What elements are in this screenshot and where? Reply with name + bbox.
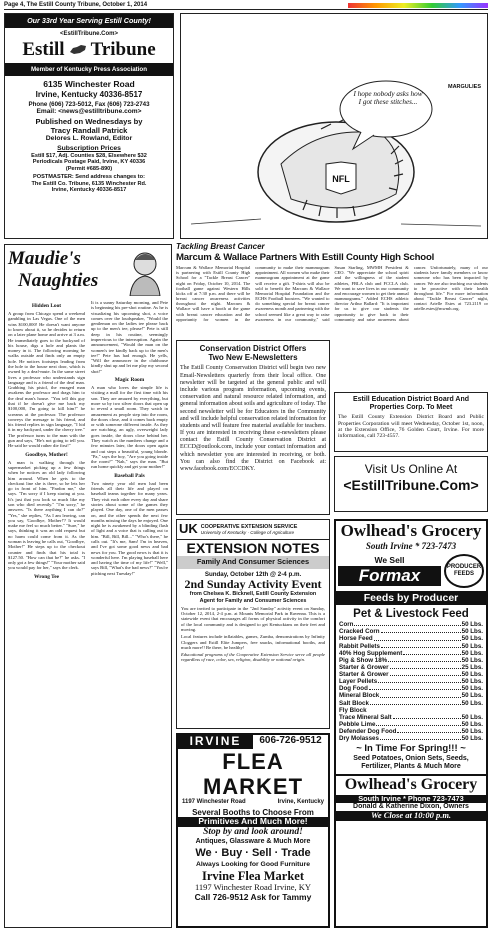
masthead-info bbox=[5, 80, 173, 193]
list-item: Horse Feed 50 Lbs. bbox=[339, 635, 483, 643]
list-item: Defender Dog Food 50 Lbs. bbox=[339, 728, 483, 736]
education-body: The Estill County Extension District Board and Public Properties Corporation will meet Wednesday, October 1st, noon, at the Extension Office, 76 Golden Court, Irvine. For more information, call 723-4557. bbox=[338, 414, 484, 440]
periodicals: Periodicals Postage Paid, Irvine, KY 40336 bbox=[32, 159, 146, 166]
page-header-text: Page 4, The Estill County Tribune, October 1, 2014 bbox=[4, 2, 148, 8]
flea-title: FLEA MARKET bbox=[202, 748, 304, 800]
postmaster-2: The Estill Co. Tribune, 6135 Winchester Rd. bbox=[31, 180, 147, 187]
flea-phone: 606-726-9512 bbox=[253, 735, 328, 749]
subscription-prices: Estill $17, Adj. Counties $28, Elsewhere $32 bbox=[31, 152, 147, 159]
list-item: Fly Block bbox=[339, 706, 367, 714]
visit-line-1: Visit Us Online At bbox=[364, 462, 458, 476]
list-item: Corn 50 Lbs. bbox=[339, 621, 483, 629]
story-body: A group from Chicago spend a weekend gambling in Las Vegas. One of the men wins $100,000! He doesn't want anyone to know about it, so he decides to return on a later plane home and arrive at 3 a.m. He immediately goes to the backyard of his house, digs a hole and plants the money in it. The following morning he walks outside and finds only an empty hole. He notices footsteps leading from the hole to the house next door, which is owned by a deaf-mute. In the same street lives a professor who understands sign language and is a friend of the deaf man. Grabbing his pistol, the enraged man awakens the professor and drags him to the deaf man's house. "You tell this guy that if he doesn't give me back my $100,000, I'm going to kill him!" he screams at the professor. The professor conveys the message to his friend, and his friend replies in sign language, "I hid it in my backyard, under the cherry tree." The professor turns to the man with the gun and says, "He's not going to tell you. He said he would rather die first!" bbox=[8, 311, 85, 449]
education-headline: Estill Education District Board And Properties Corp. To Meet bbox=[352, 396, 470, 412]
permit: (Permit #685-890) bbox=[65, 165, 113, 172]
flea-top: IRVINE bbox=[189, 734, 242, 748]
masthead-site: <EstillTribune.Com> bbox=[59, 31, 118, 38]
cartoon bbox=[180, 13, 488, 239]
list-item: Pig & Show 18% 50 Lbs. bbox=[339, 656, 483, 664]
extension-body-1: You are invited to participate in the "2nd Sunday" activity event on Sunday, October 12, 2014, 2-4 p.m. at Mounts Memorial Park in Ravenna. This is a statewide event that encourages all forms of physical activity in the comfort of the local community and is designed to get Kentuckians on their feet and moving. bbox=[181, 605, 325, 632]
education-district-box bbox=[334, 392, 488, 452]
list-item: Starter & Grower 50 Lbs. bbox=[339, 671, 483, 679]
cartoon-speech-caption: I hope nobody asks how I got these stitches... bbox=[353, 90, 423, 106]
editor: Delores L. Rowland, Editor bbox=[45, 135, 133, 143]
flea-call: Call 726-9512 Ask for Tammy bbox=[194, 891, 312, 902]
list-item: Starter & Grower 25 Lbs. bbox=[339, 663, 483, 671]
publisher: Tracy Randall Patrick bbox=[50, 125, 128, 135]
tackling-headline: Marcum & Wallace Partners With Estill County High School bbox=[176, 252, 435, 263]
seed-line: Seed Potatoes, Onion Sets, Seeds, Fertilizer, Plants & Much More bbox=[353, 755, 469, 771]
story-headline: Baseball Pals bbox=[114, 472, 145, 479]
extension-header bbox=[177, 520, 329, 540]
flea-addr-left: 1197 Winchester Road bbox=[182, 799, 246, 806]
owlhead-close: We Close at 10:00 p.m. bbox=[336, 811, 486, 821]
we-sell: We Sell bbox=[374, 555, 405, 566]
maudie-header bbox=[8, 248, 168, 296]
story-body: Two ninety year old men had been friends all their life and played on baseball teams together for many years. They visit each other every day and share stories about some of the games they played. One day, one of the men passes on, and the other spends the next few months missing the days he enjoyed. One night he is awakened by a blinding flash of light and a voice that is calling out to him. "Bill, Bill, Bill..." "Who's there," he calls out. "It's me, Sam! I'm in heaven, and I've got some good news and bad news for you. The good news is that it is wonderful here. I'm playing baseball here and having the time of my life!" "Well," says Bill, "What's the bad news?" "You're pitching next Tuesday!" bbox=[91, 480, 168, 576]
list-item: Salt Block 50 Lbs. bbox=[339, 699, 483, 707]
ky-map-icon bbox=[69, 44, 87, 56]
coop-line-1: COOPERATIVE EXTENSION SERVICE bbox=[200, 523, 298, 530]
story-headline: Wrong Tee bbox=[33, 573, 60, 580]
flea-line-1: Several Booths to Choose From bbox=[192, 808, 314, 818]
story-2 bbox=[8, 452, 85, 571]
tackling-body-columns bbox=[176, 265, 488, 335]
masthead bbox=[4, 13, 174, 239]
postmaster-3: Irvine, Kentucky 40336-8517 bbox=[51, 187, 127, 194]
extension-title: EXTENSION NOTES bbox=[186, 539, 320, 556]
story-5 bbox=[91, 473, 168, 576]
list-item: Layer Pellets 50 Lbs. bbox=[339, 678, 483, 686]
extension-event: 2nd Sunday Activity Event bbox=[184, 576, 322, 591]
flea-address-row bbox=[178, 799, 328, 806]
extension-notes bbox=[176, 519, 330, 729]
list-item: Cracked Corn 50 Lbs. bbox=[339, 628, 483, 636]
extension-date: Sunday, October 12th @ 2-4 p.m. bbox=[204, 570, 302, 578]
feed-list bbox=[336, 621, 486, 742]
extension-body bbox=[177, 606, 329, 663]
subscription-title: Subscription Prices bbox=[57, 145, 121, 153]
owlhead-sub: South Irvine * 723-7473 bbox=[365, 540, 457, 551]
story-headline: Magic Room bbox=[114, 376, 145, 383]
maudie-stories bbox=[8, 300, 168, 580]
extension-subtitle: Family And Consumer Sciences bbox=[177, 556, 329, 569]
phones: Phone (606) 723-5012, Fax (606) 723-2743 bbox=[28, 101, 150, 109]
list-item: Dog Food 50 Lbs. bbox=[339, 685, 483, 693]
flea-line-3: Stop by and look around! bbox=[203, 827, 303, 838]
extension-from: from Chelsea K. Bicknell, Estill County Extension bbox=[189, 591, 317, 598]
conservation-headline-2: Two New E-Newsletters bbox=[208, 353, 298, 363]
owlhead-title-2: Owlhead's Grocery bbox=[344, 776, 478, 794]
coop-line-2: University of Kentucky · College of Agriculture bbox=[200, 529, 295, 535]
flea-line-5: Always Looking for Good Furniture bbox=[195, 860, 311, 868]
story-body: A man who loves the simple life is visiting a mall for the first time with his son. They are amazed by everything, but more so by two silver doors that open up to reveal a small room. They watch in amazement as people step into the room, the doors close, and it comes back empty or with someone different inside. As they are watching, an ugly, overweight lady goes inside, the doors close behind her. They watch as the numbers change and a few minutes later, the doors open again and out steps a beautiful, young blonde. "Pa," says the boy, "Are you going inside the room?" "Nah," says the man. "But run home quickly and get your mother!" bbox=[91, 385, 168, 470]
extension-body-3: Educational programs of the Cooperative Extension Service serve all people regardless of race, color, sex, religion, disability or national origin. bbox=[181, 652, 325, 663]
maudie-column bbox=[4, 244, 172, 928]
email[interactable]: Email: <news@estilltribune.com> bbox=[36, 108, 142, 116]
story-headline: Goodbye, Mother! bbox=[25, 451, 68, 458]
formax-logo bbox=[338, 556, 441, 585]
story-1 bbox=[8, 303, 85, 449]
member-bar: Member of Kentucky Press Association bbox=[5, 63, 173, 76]
conservation-body: The Estill County Conservation District will begin two new Email-Newsletters quarterly from their local office. One newsletter will be targeted at the general public and will include various program information, upcoming events, conservation and natural resource related information, and general information about soils and agriculture of today. The second newsletter will be for Educators in the Community and will include helpful conservation related information for students and will feature free material available for teachers. If you are interested in receiving these e-newsletters please contact the Estill County Conservation District at ECCD@outlook.com, include your contact information and which newsletter you are interested in receiving, or both. You can also find the District on Facebook at: www.facebook.com/ECCDKY. bbox=[180, 365, 326, 472]
feed-logos bbox=[338, 554, 484, 588]
uk-logo: UK bbox=[179, 521, 198, 536]
flea-line-2: Primitives And Much More! bbox=[178, 817, 328, 827]
conservation-headline-1: Conservation District Offers bbox=[199, 344, 307, 353]
visit-online-ad[interactable] bbox=[334, 456, 488, 512]
flea-addr-right: Irvine, Kentucky bbox=[277, 799, 324, 806]
nameplate-right: Tribune bbox=[90, 39, 156, 61]
flea-top-bar bbox=[178, 735, 328, 749]
published: Published on Wednesdays by bbox=[35, 116, 143, 126]
owlhead-owners: Donald & Katherine Dixon, Owners bbox=[353, 803, 469, 811]
feeds-by: Feeds by Producer bbox=[336, 591, 486, 605]
cartoon-signature: MARGULIES bbox=[448, 84, 481, 90]
story-body: It is a sunny Saturday morning, and Pete is beginning his pre-shot routine. As he is visualizing his upcoming shot, a voice comes over the loudspeaker, "Would the gentleman on the ladies tee please back up to the men's tee, please!" Pete is still deep in his routine, seemingly impervious to the interruption. Again the announcement, "Would the man on the women's tee kindly back up to the men's tee!" Pete has had enough. He yells, "Will the announcer in the clubhouse kindly shut up and let me play my second shot!" bbox=[91, 300, 168, 374]
list-item: Pebble Lime 50 Lbs. bbox=[339, 720, 483, 728]
flea-address-2: 1197 Winchester Road Irvine, KY bbox=[194, 882, 312, 893]
story-headline: Hidden Loot bbox=[31, 303, 62, 309]
flea-line-4: Antiques, Glassware & Much More bbox=[195, 838, 311, 846]
owlhead-sub-2: South Irvine * Phone 723-7473 bbox=[336, 795, 486, 804]
color-stripe bbox=[348, 3, 488, 8]
list-item: Trace Mineral Salt 50 Lbs. bbox=[339, 713, 483, 721]
spring-line: ~ In Time For Spring!!! ~ bbox=[356, 743, 466, 755]
visit-line-2[interactable]: <EstillTribune.Com> bbox=[343, 476, 479, 493]
list-item: Mineral Block 50 Lbs. bbox=[339, 692, 483, 700]
maudie-title-2: Naughties bbox=[18, 269, 99, 291]
owlhead-footer bbox=[336, 774, 486, 821]
address-1: 6135 Winchester Road bbox=[43, 79, 135, 90]
masthead-nameplate bbox=[5, 39, 173, 61]
formax: Formax bbox=[338, 566, 441, 586]
flea-market-ad bbox=[176, 733, 330, 928]
feed-title: Pet & Livestock Feed bbox=[353, 607, 469, 620]
tackling-label: Tackling Breast Cancer bbox=[176, 242, 265, 251]
tackling-body: Marcum & Wallace Memorial Hospital is partnering with Estill County High School for a "Tackle Breast Cancer" night on Friday, October 10, 2014. The football game against Western Hills kicks off at 7:30 p.m. and there will be breast cancer awareness activities throughout the night. Marcum & Wallace will have a booth at the game with breast cancer education and the opportunity for women in the community to make their mammogram appointment. All women who make their mammogram appointment at the game will receive a gift. T-shirts will also be sold to benefit the Marcum & Wallace Memorial Hospital Foundation and the ECHS Football boosters. "We wanted to do something special for breast cancer awareness month and partnering with the school seemed like a great way to raise awareness in our community," said Susan Starling, MWMH President & CEO. "We appreciate the school spirit and the willingness of the student athletes, FBLA club and FCCLA club. We want to save lives in our community and encourage women to get their annual mammograms." Added ECHS athletic director Arthur Ballard: "It is important for us to give our students the opportunity to give back to their community and raise awareness about cancer. Unfortunately, many of our students have family members or know someone who has been impacted by cancer. We are also teaching our students to be proactive with their health throughout life." For more information about "Tackle Breast Cancer" night, contact Arielle Estes at 723.2119 or arielle.estes@mwmh.org. bbox=[176, 265, 488, 322]
owlhead-title: Owlhead's Grocery bbox=[340, 521, 482, 540]
flea-buy: We · Buy · Sell · Trade bbox=[195, 847, 311, 860]
story-4 bbox=[91, 377, 168, 470]
story-body: A man is walking through the supermarket picking up a few things when he notices an old lady following him around. When he gets to the checkout line she is there, so he lets her go in front of him. "Pardon me," she says. "I'm sorry if I keep staring at you. It's just that you look so much like my son who died recently." "I'm sorry," he answers. "Is there anything I can do?" "Yes," she replies, "As I am leaving, can you say, 'Goodbye, Mother!'? It would make me feel so much better." "Sure," he says, thinking it was an odd request but no harm could come from it. As the woman is leaving he calls out, "Goodbye, Mother!" He steps up to the checkout counter and finds that his total is $127.50. "How can that be?" he asks. "I only got a few things!" "Your mother said you would pay for her," says the clerk. bbox=[8, 459, 85, 571]
flea-name: Irvine Flea Market bbox=[201, 868, 305, 883]
masthead-banner: Our 33rd Year Serving Estill County! bbox=[5, 14, 173, 28]
list-item: Rabbit Pellets 50 Lbs. bbox=[339, 642, 483, 650]
football-cartoon-illustration bbox=[181, 14, 487, 238]
maudie-title-1: Maudie's bbox=[8, 248, 81, 269]
conservation-box bbox=[176, 340, 330, 515]
extension-agent: Agent for Family and Consumer Sciences bbox=[199, 597, 307, 604]
address-2: Irvine, Kentucky 40336-8517 bbox=[35, 90, 143, 100]
owlhead-ad bbox=[334, 519, 488, 928]
maudie-portrait bbox=[122, 248, 168, 296]
list-item: Dry Molasses 50 Lbs. bbox=[339, 735, 483, 743]
list-item: 40% Hog Supplement 50 Lbs. bbox=[339, 649, 483, 657]
postmaster-1: POSTMASTER: Send address changes to: bbox=[33, 174, 145, 181]
producer-feeds-logo: PRODUCER FEEDS bbox=[444, 554, 484, 588]
nameplate-left: Estill bbox=[22, 39, 65, 61]
nfl-shield-text: NFL bbox=[332, 174, 350, 184]
extension-body-2: Local features include inflatables, games, Zumba, demonstrations by Infinity Cloggers and Estill Elite Jumpers, free snacks, informational booths, and much more!! Be there, be healthy! bbox=[181, 634, 325, 650]
page-header bbox=[4, 2, 488, 10]
